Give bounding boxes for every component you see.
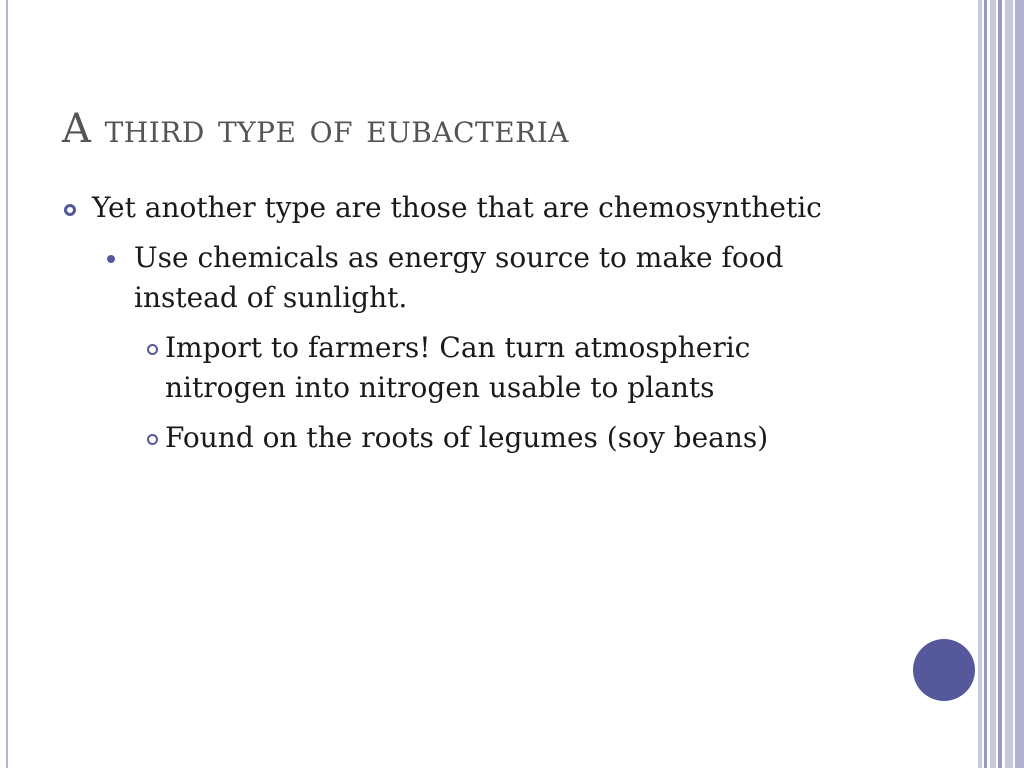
slide-body <box>62 188 862 468</box>
right-decor-stripe <box>984 0 987 768</box>
decorative-circle <box>913 639 975 701</box>
right-decor-stripe <box>1005 0 1013 768</box>
bullet-level-3 <box>62 418 862 458</box>
bullet-text: Use chemicals as energy source to make food instead of sunlight. <box>134 241 784 314</box>
slide-title: A third type of eubacteria <box>62 106 569 152</box>
bullet-text: Yet another type are those that are chemosynthetic <box>92 191 822 224</box>
ring-bullet-icon <box>147 434 158 445</box>
bullet-text: Import to farmers! Can turn atmospheric nitrogen into nitrogen usable to plants <box>165 331 751 404</box>
bullet-level-3 <box>62 328 862 408</box>
ring-bullet-icon <box>147 344 158 355</box>
ring-bullet-icon <box>64 204 76 216</box>
bullet-text: Found on the roots of legumes (soy beans) <box>165 421 769 454</box>
dot-bullet-icon <box>107 255 115 263</box>
bullet-level-1 <box>62 188 862 228</box>
bullet-level-2 <box>62 238 862 318</box>
right-decor-stripe <box>998 0 1002 768</box>
right-decor-stripe <box>1015 0 1024 768</box>
left-border-rule <box>6 0 8 768</box>
right-decor-stripe <box>990 0 996 768</box>
right-decor-stripe <box>978 0 982 768</box>
